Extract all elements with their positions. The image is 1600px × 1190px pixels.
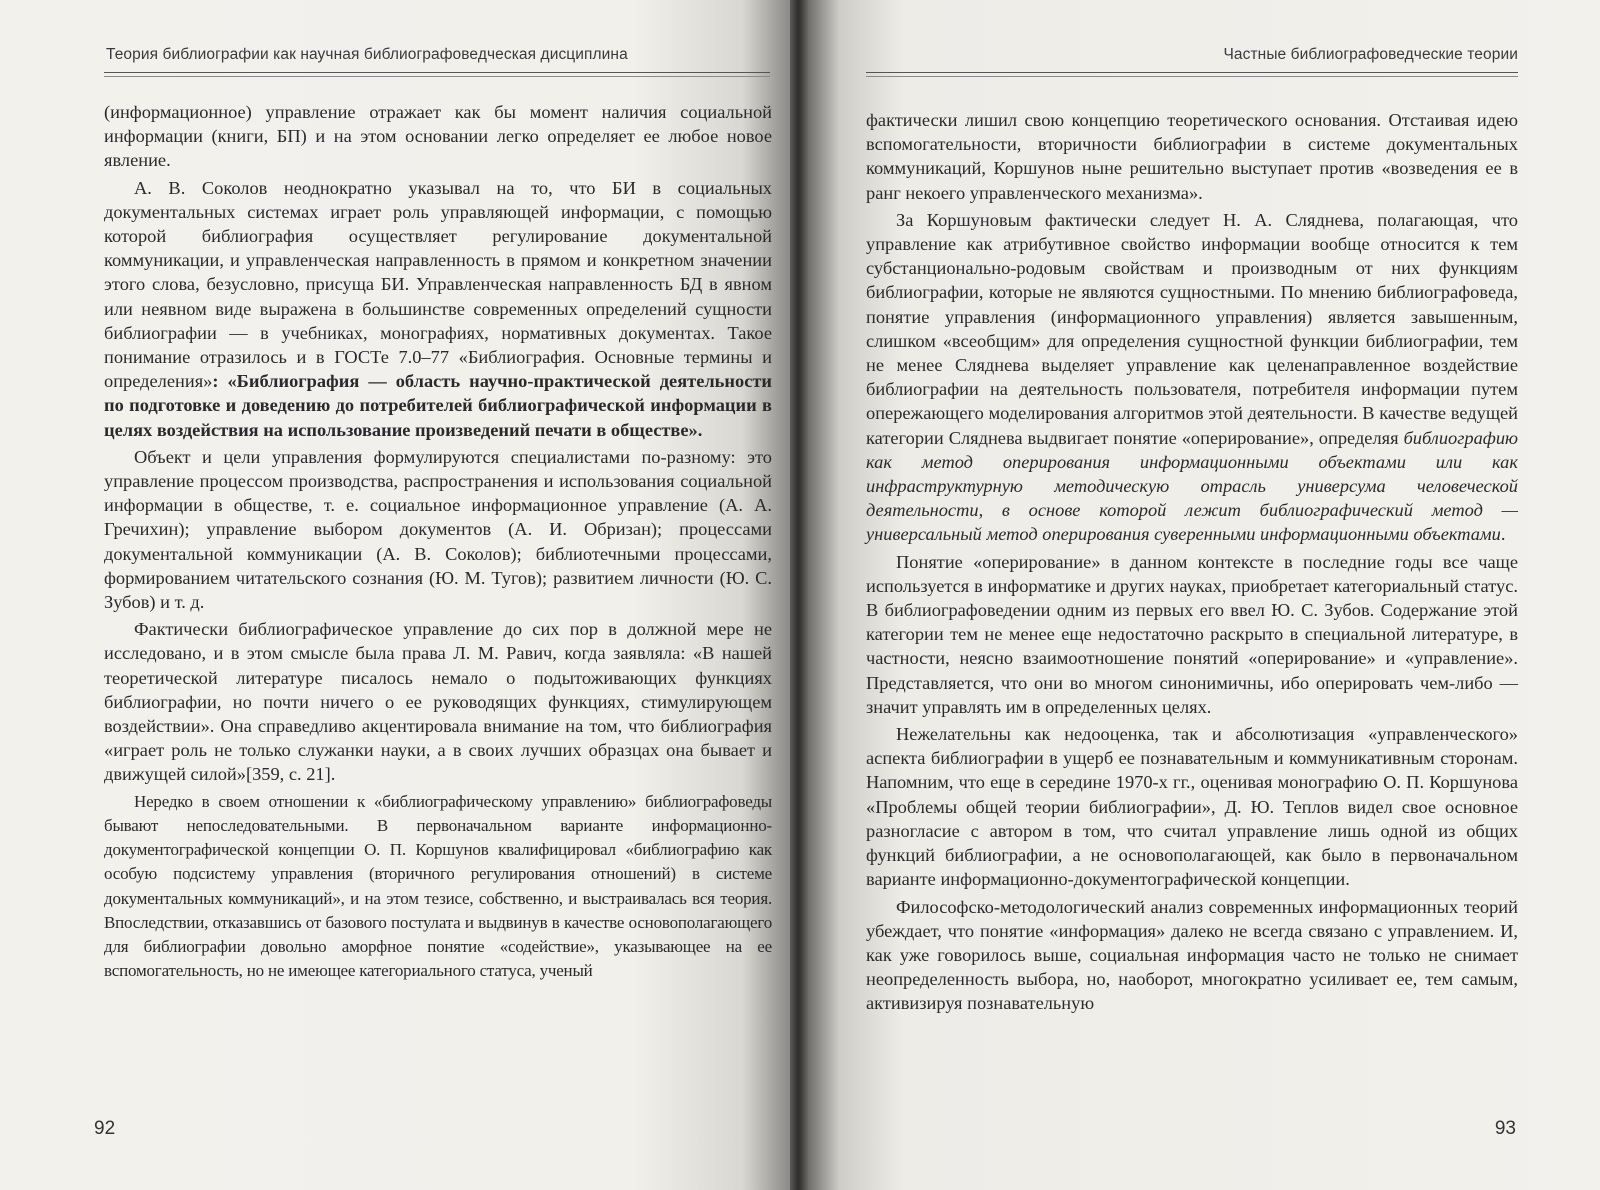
paragraph <box>104 790 772 984</box>
paragraph-text: За Коршуновым фактически следует Н. А. Сляднева, полагающая, что управление как атрибутивное свойство информации вообще относится к тем субстанционально-родовым свойствам и производным от них функциям библиографии, которые не являются сущностными. По мнению библиографоведа, понятие управления (информационного управления) является завышенным, слишком «всеобщим» для определения сущностной функции библиографии, тем не менее Сляднева выделяет управление как целенаправленное воздействие библиографии на деятельность пользователя, потребителя информации путем опережающего моделирования алгоритмов этой деятельности. В качестве ведущей категории Сляднева выдвигает понятие «оперирование», определяя <box>866 209 1518 448</box>
paragraph-text: Понятие «оперирование» в данном контексте в последние годы все чаще используется в информатике и других науках, приобретает категориальный статус. В библиографоведении одним из первых его ввел Ю. С. Зубов. Содержание этой категории тем не менее еще недостаточно раскрыто в специальной литературе, в частности, неясно взаимоотношение понятий «оперирование» и «управление». Представляется, что они во многом синонимичны, ибо оперировать чем-либо — значит управлять им в определенных целях. <box>866 551 1518 717</box>
paragraph <box>866 550 1518 719</box>
left-page <box>0 0 790 1190</box>
right-header-rule <box>866 72 1518 73</box>
paragraph <box>104 176 772 442</box>
right-page <box>808 0 1600 1190</box>
paragraph-text: Объект и цели управления формулируются специалистами по-разному: это управление процессом производства, распространения и использования социальной информации в обществе, т. е. социальное информационное управление (А. А. Гречихин); управление выбором документов (А. И. Обризан); процессами документальной коммуникации (А. В. Соколов); библиотечными процессами, формированием читательского сознания (Ю. М. Тугов); развитием личности (Ю. С. Зубов) и т. д. <box>104 446 772 613</box>
paragraph-text: Философско-методологический анализ современных информационных теорий убеждает, что понятие «информация» далеко не всегда связано с управлением. И, как уже говорилось выше, социальная информация часто не только не снимает неопределенность выбора, но, наоборот, многократно усиливает ее, тем самым, активизируя познавательную <box>866 896 1518 1014</box>
right-header-rule-thin <box>866 76 1518 77</box>
paragraph <box>104 617 772 786</box>
paragraph-text: (информационное) управление отражает как бы момент наличия социальной информации (книги, БП) и на этом основании легко определяет ее любое новое явление. <box>104 102 772 171</box>
paragraph <box>866 108 1518 205</box>
paragraph-text: Нередко в своем отношении к «библиографическому управлению» библиографоведы бывают непоследовательными. В первоначальном варианте информационно-документографической концепции О. П. Коршунов квалифицировал «библиографию как особую подсистему управления (вторичного регулирования отношений) в системе документальных коммуникаций», и на этом тезисе, собственно, и выстраивалась вся теория. Впоследствии, отказавшись от базового постулата и выдвинув в качестве основополагающего для библиографии довольно аморфное понятие «содействие», указывающее на ее вспомогательность, но не имеющее категориального статуса, ученый <box>104 791 772 981</box>
left-running-head: Теория библиографии как научная библиографоведческая дисциплина <box>106 46 628 63</box>
sliadneva-definition-italic: библиографию как метод оперирования информационными объектами или как инфраструктурную методическую отрасль универсума человеческой деятельности, в основе которой лежит библиографический метод — универсальный метод оперирования суверенными информационными объектами <box>866 427 1518 545</box>
left-header-rule-thin <box>104 76 770 77</box>
left-text-block <box>104 100 772 986</box>
gost-definition-bold: : «Библиография — область научно-практической деятельности по подготовке и доведению до потребителей библиографической информации в целях воздействия на использование произведений печати в обществе». <box>104 371 772 440</box>
paragraph-text: . <box>1500 524 1506 545</box>
paragraph-text: Фактически библиографическое управление до сих пор в должной мере не исследовано, и в этом смысле была права Л. М. Равич, когда заявляла: «В нашей теоретической литературе писалось немало о подытоживающих функциях библиографии, но почти ничего о ее руководящих функциях, стимулирующем воздействии». Она справедливо акцентировала внимание на том, что библиография «играет роль не только служанки науки, а в своих лучших образцах она бывает и движущей силой»[359, с. 21]. <box>104 619 772 785</box>
paragraph <box>866 208 1518 547</box>
paragraph <box>866 895 1518 1016</box>
book-gutter <box>790 0 808 1190</box>
paragraph-text: фактически лишил свою концепцию теоретического основания. Отстаивая идею вспомогательности, вторичности библиографии в системе документальных коммуникаций, Коршунов ныне решительно выступает против «возведения ее в ранг некоего управленческого механизма». <box>866 110 1518 203</box>
right-running-head: Частные библиографоведческие теории <box>1223 46 1518 63</box>
paragraph <box>104 445 772 614</box>
paragraph-text: А. В. Соколов неоднократно указывал на то, что БИ в социальных документальных системах играет роль управляющей информации, с помощью которой библиография осуществляет регулирование документальной коммуникации, и управленческая направленность в прямом и конкретном значении этого слова, безусловно, присуща БИ. Управленческая направленность БД в явном или неявном виде выражена в большинстве современных определений сущности библиографии — в учебниках, монографиях, нормативных документах. Такое понимание отразилось и в ГОСТе 7.0–77 «Библиография. Основные термины и определения» <box>104 177 772 392</box>
paragraph <box>866 722 1518 891</box>
left-page-number: 92 <box>94 1118 116 1139</box>
paragraph <box>104 100 772 173</box>
right-text-block <box>866 108 1518 1019</box>
paragraph-text: Нежелательны как недооценка, так и абсолютизация «управленческого» аспекта библиографии в ущерб ее познавательным и коммуникативным сторонам. Напомним, что еще в середине 1970-х гг., оценивая монографию О. П. Коршунова «Проблемы общей теории библиографии», Д. Ю. Теплов видел свое основное разногласие с автором в том, что считал управление лишь одной из общих функций библиографии, а не основополагающей, как было в первоначальном варианте информационно-документографической концепции. <box>866 724 1518 890</box>
left-header-rule <box>104 72 770 73</box>
right-page-number: 93 <box>1494 1118 1516 1139</box>
